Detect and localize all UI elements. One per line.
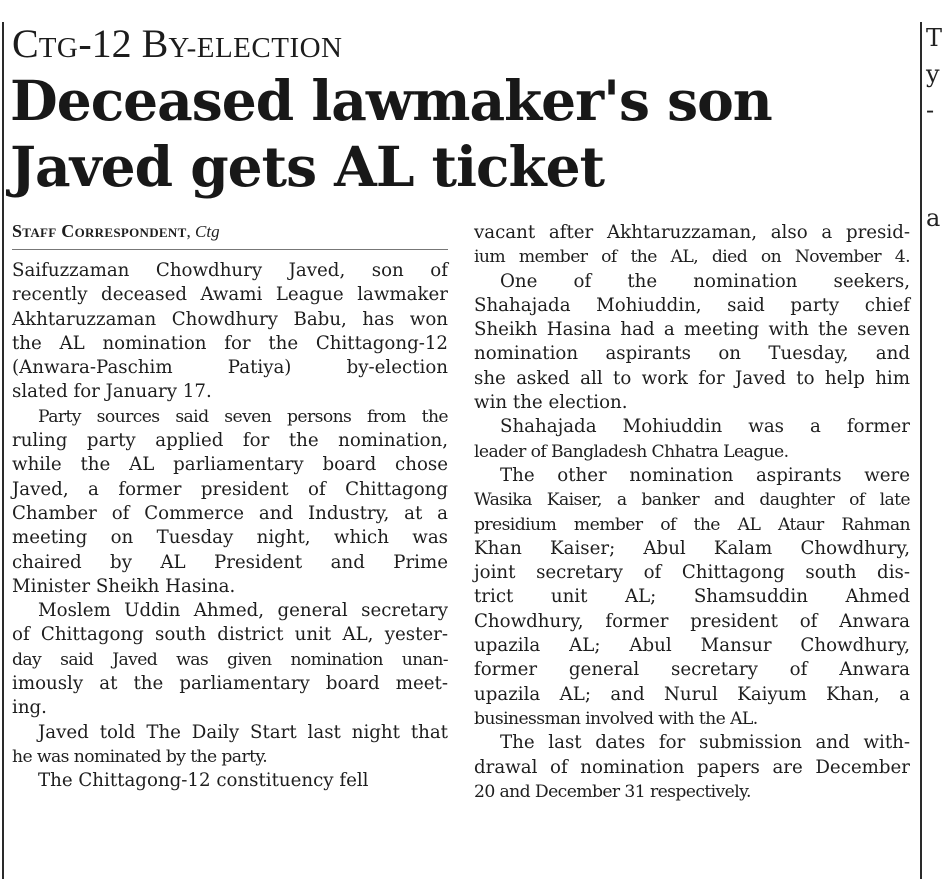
body-text-line: 20 and December 31 respectively. xyxy=(474,781,751,802)
body-text-line: trict unit AL; Shamsuddin Ahmed xyxy=(474,586,910,608)
headline-line-2: Javed gets AL ticket xyxy=(10,134,604,199)
body-text-line: Akhtaruzzaman Chowdhury Babu, has won xyxy=(12,308,448,330)
body-text-line: vacant after Akhtaruzzaman, also a presid- xyxy=(474,222,910,243)
body-text-line: Khan Kaiser; Abul Kalam Chowdhury, xyxy=(474,537,910,559)
article-column-1 xyxy=(12,259,448,794)
body-text-line: leader of Bangladesh Chhatra League. xyxy=(474,441,789,462)
body-text-line: Wasika Kaiser, a banker and daughter of late xyxy=(474,490,910,511)
body-text-line: drawal of nomination papers are December xyxy=(474,756,910,778)
body-text-line: ium member of the AL, died on November 4. xyxy=(474,247,910,268)
body-text-line: Javed told The Daily Start last night that xyxy=(38,721,448,743)
body-text-line: slated for January 17. xyxy=(12,381,212,403)
body-text-line: businessman involved with the AL. xyxy=(474,708,758,729)
article-kicker: CTG-12 BY-ELECTION xyxy=(12,21,343,66)
body-text-line: she asked all to work for Javed to help him xyxy=(474,367,910,389)
body-text-line: ruling party applied for the nomination, xyxy=(12,430,448,452)
body-text-line: imously at the parliamentary board meet- xyxy=(12,673,448,695)
body-text-line: Party sources said seven persons from the xyxy=(38,406,448,427)
body-text-line: meeting on Tuesday night, which was xyxy=(12,527,448,549)
body-text-line: Saifuzzaman Chowdhury Javed, son of xyxy=(12,260,448,281)
body-text-line: Shahajada Mohiuddin, said party chief xyxy=(474,294,910,316)
article-headline xyxy=(10,68,910,200)
body-text-line: while the AL parliamentary board chose xyxy=(12,454,448,476)
body-text-line: upazila AL; Abul Mansur Chowdhury, xyxy=(474,635,910,657)
byline: Staff Correspondent, Ctg xyxy=(12,221,220,241)
body-text-line: of Chittagong south district unit AL, yester- xyxy=(12,624,448,646)
body-text-line: day said Javed was given nomination unan- xyxy=(12,649,448,670)
body-text-line: The Chittagong-12 constituency fell xyxy=(38,770,369,792)
body-text-line: Minister Sheikh Hasina. xyxy=(12,575,236,597)
body-text-line: One of the nomination seekers, xyxy=(500,270,910,292)
body-text-line: recently deceased Awami League lawmaker xyxy=(12,284,448,306)
column-rule-right xyxy=(920,22,922,879)
adjacent-article-edge: T y - a xyxy=(926,24,942,232)
body-text-line: upazila AL; and Nurul Kaiyum Khan, a xyxy=(474,683,910,705)
article-column-2 xyxy=(474,221,910,804)
body-text-line: he was nominated by the party. xyxy=(12,746,268,767)
body-text-line: Chamber of Commerce and Industry, at a xyxy=(12,502,448,524)
body-text-line: the AL nomination for the Chittagong-12 xyxy=(12,332,448,354)
headline-line-1: Deceased lawmaker's son xyxy=(10,68,772,133)
body-text-line: joint secretary of Chittagong south dis- xyxy=(474,562,910,584)
byline-rule xyxy=(12,249,448,250)
byline-name: Staff Correspondent xyxy=(12,221,187,241)
body-text-line: Sheikh Hasina had a meeting with the seven xyxy=(474,319,910,341)
body-text-line: former general secretary of Anwara xyxy=(474,659,910,681)
body-text-line: win the election. xyxy=(474,392,628,414)
body-text-line: The last dates for submission and with- xyxy=(500,732,910,754)
byline-location: Ctg xyxy=(195,222,220,241)
body-text-line: Javed, a former president of Chittagong xyxy=(12,478,448,500)
body-text-line: ing. xyxy=(12,697,47,719)
body-text-line: Moslem Uddin Ahmed, general secretary xyxy=(38,600,448,622)
body-text-line: chaired by AL President and Prime xyxy=(12,551,448,573)
body-text-line: nomination aspirants on Tuesday, and xyxy=(474,343,910,365)
body-text-line: Shahajada Mohiuddin was a former xyxy=(500,416,910,438)
column-rule-left xyxy=(2,22,4,879)
body-text-line: The other nomination aspirants were xyxy=(500,464,910,486)
body-text-line: presidium member of the AL Ataur Rahman xyxy=(474,514,910,535)
body-text-line: Chowdhury, former president of Anwara xyxy=(474,610,910,632)
body-text-line: (Anwara-Paschim Patiya) by-election xyxy=(12,357,448,379)
